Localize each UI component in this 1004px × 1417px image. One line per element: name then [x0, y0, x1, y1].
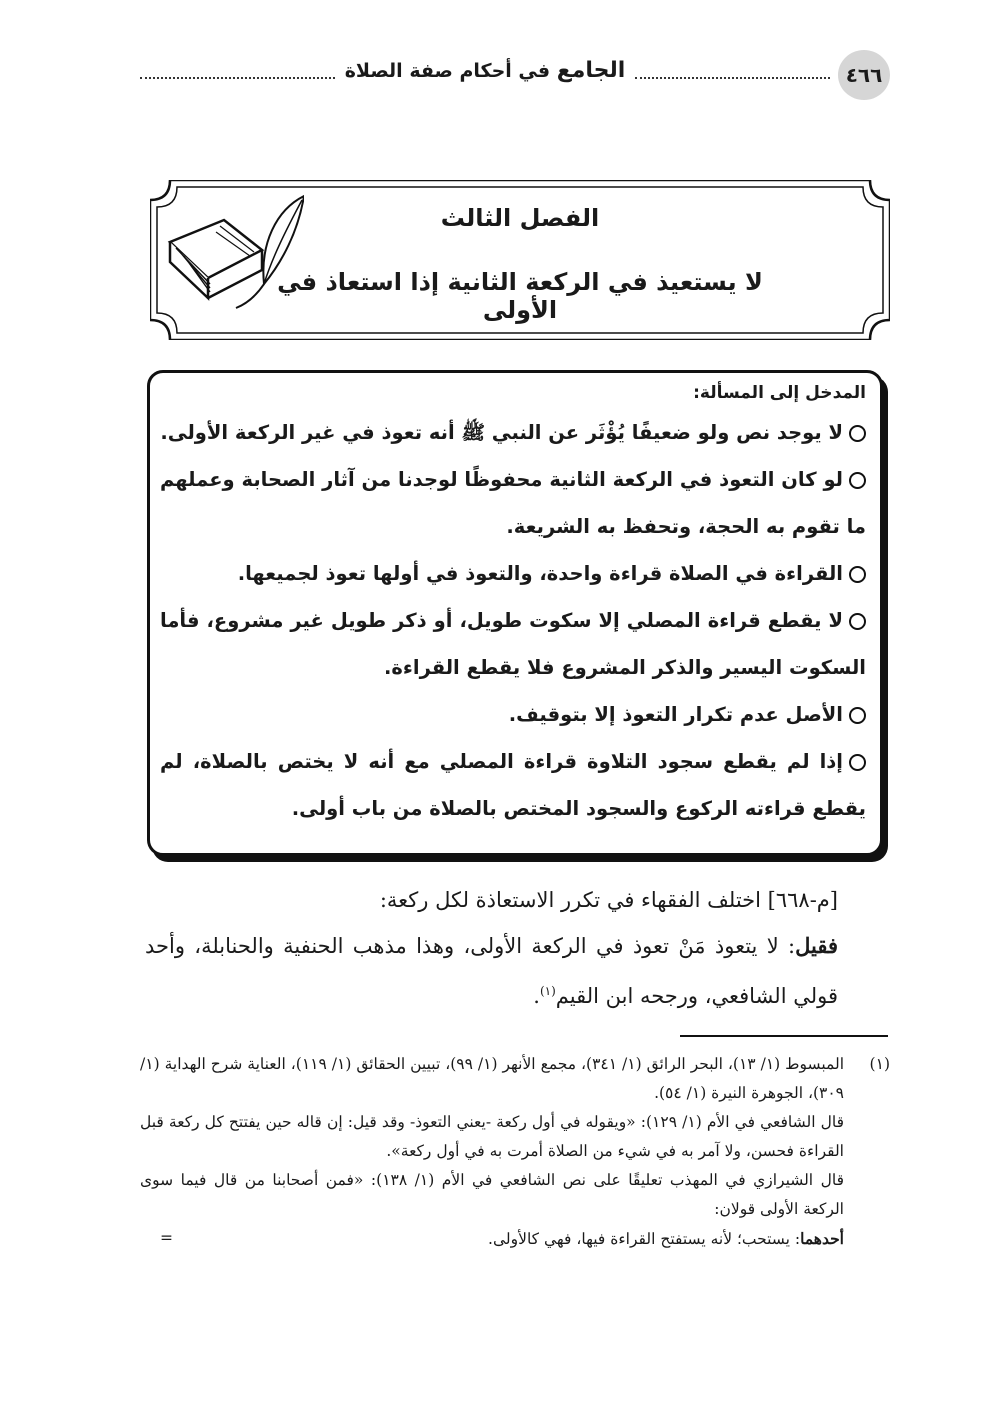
footnote-divider	[680, 1035, 888, 1037]
footnotes	[140, 1050, 890, 1254]
entry-point: القراءة في الصلاة قراءة واحدة، والتعوذ في أولها تعوذ لجميعها.	[160, 550, 866, 597]
bullet-circle-icon	[849, 472, 866, 489]
footnote-1	[140, 1050, 890, 1108]
bullet-circle-icon	[849, 613, 866, 630]
bullet-circle-icon	[849, 707, 866, 724]
chapter-title: الفصل الثالث	[440, 204, 600, 232]
bullet-circle-icon	[849, 425, 866, 442]
bullet-circle-icon	[849, 566, 866, 583]
footnote-last-line: أحدهما: يستحب؛ لأنه يستفتح القراءة فيها، فهي كالأولى. =	[140, 1224, 890, 1254]
footnote-text: المبسوط (١/ ١٣)، البحر الرائق (١/ ٣٤١)، مجمع الأنهر (١/ ٩٩)، تبيين الحقائق (١/ ١١٩)، العناية شرح الهداية (١/ ٣٠٩)، الجوهرة النيرة (١/ ٥٤).	[140, 1055, 844, 1102]
paragraph-opinion: فقيل: لا يتعوذ مَنْ تعوذ في الركعة الأولى، وهذا مذهب الحنفية والحنابلة، وأحد قولي الشافعي، ورجحه ابن القيم$^{(١)}$.	[145, 933, 838, 1008]
book-title-bold: الجامع	[556, 58, 626, 83]
footnote-number: (١)	[869, 1055, 890, 1073]
opinion-lead: فقيل	[795, 933, 838, 958]
continuation-mark: =	[160, 1229, 173, 1247]
entry-point: لا يوجد نص ولو ضعيفًا يُؤْثَر عن النبي ﷺ أنه تعوذ في غير الركعة الأولى.	[160, 409, 866, 456]
dotted-leader	[140, 63, 335, 79]
entry-point: لا يقطع قراءة المصلي إلا سكوت طويل، أو ذكر طويل غير مشروع، فأما السكوت اليسير والذكر المشروع فلا يقطع القراءة.	[160, 609, 866, 679]
footnote-lead: أحدهما	[800, 1229, 844, 1248]
chapter-subtitle: لا يستعيذ في الركعة الثانية إذا استعاذ في الأولى	[277, 268, 763, 324]
footnote-quote: قال الشيرازي في المهذب تعليقًا على نص الشافعي في الأم (١/ ١٣٨): «فمن أصحابنا من قال فيما سوى الركعة الأولى قولان:	[140, 1171, 844, 1218]
page-number: ٤٦٦	[838, 50, 890, 100]
entry-point: الأصل عدم تكرار التعوذ إلا بتوقيف.	[160, 691, 866, 738]
book-title	[345, 58, 626, 83]
book-title-rest: في أحكام صفة الصلاة	[344, 60, 551, 82]
running-title	[140, 58, 830, 83]
dotted-leader	[635, 63, 830, 79]
entry-point: إذا لم يقطع سجود التلاوة قراءة المصلي مع أنه لا يختص بالصلاة، لم يقطع قراءته الركوع والسجود المختص بالصلاة من باب أولى.	[160, 750, 866, 820]
bullet-circle-icon	[849, 754, 866, 771]
page-header	[140, 50, 890, 100]
body-text	[145, 878, 890, 1019]
footnote-quote: قال الشافعي في الأم (١/ ١٢٩): «ويقوله في أول ركعة -يعني التعوذ- وقد قيل: إن قاله حين يفتتح كل ركعة قبل القراءة فحسن، ولا آمر به في شيء من الصلاة أمرت به في أول ركعة».	[140, 1113, 844, 1160]
entry-heading: المدخل إلى المسألة:	[693, 383, 866, 403]
entry-box	[147, 370, 883, 856]
paragraph-intro: [م-٦٦٨] اختلف الفقهاء في تكرر الاستعاذة لكل ركعة:	[379, 888, 838, 912]
footnote-ref[interactable]: (١)	[539, 984, 556, 998]
entry-point: لو كان التعوذ في الركعة الثانية محفوظًا لوجدنا من آثار الصحابة وعملهم ما تقوم به الحجة، وتحفظ به الشريعة.	[160, 468, 866, 538]
chapter-frame	[150, 180, 890, 340]
